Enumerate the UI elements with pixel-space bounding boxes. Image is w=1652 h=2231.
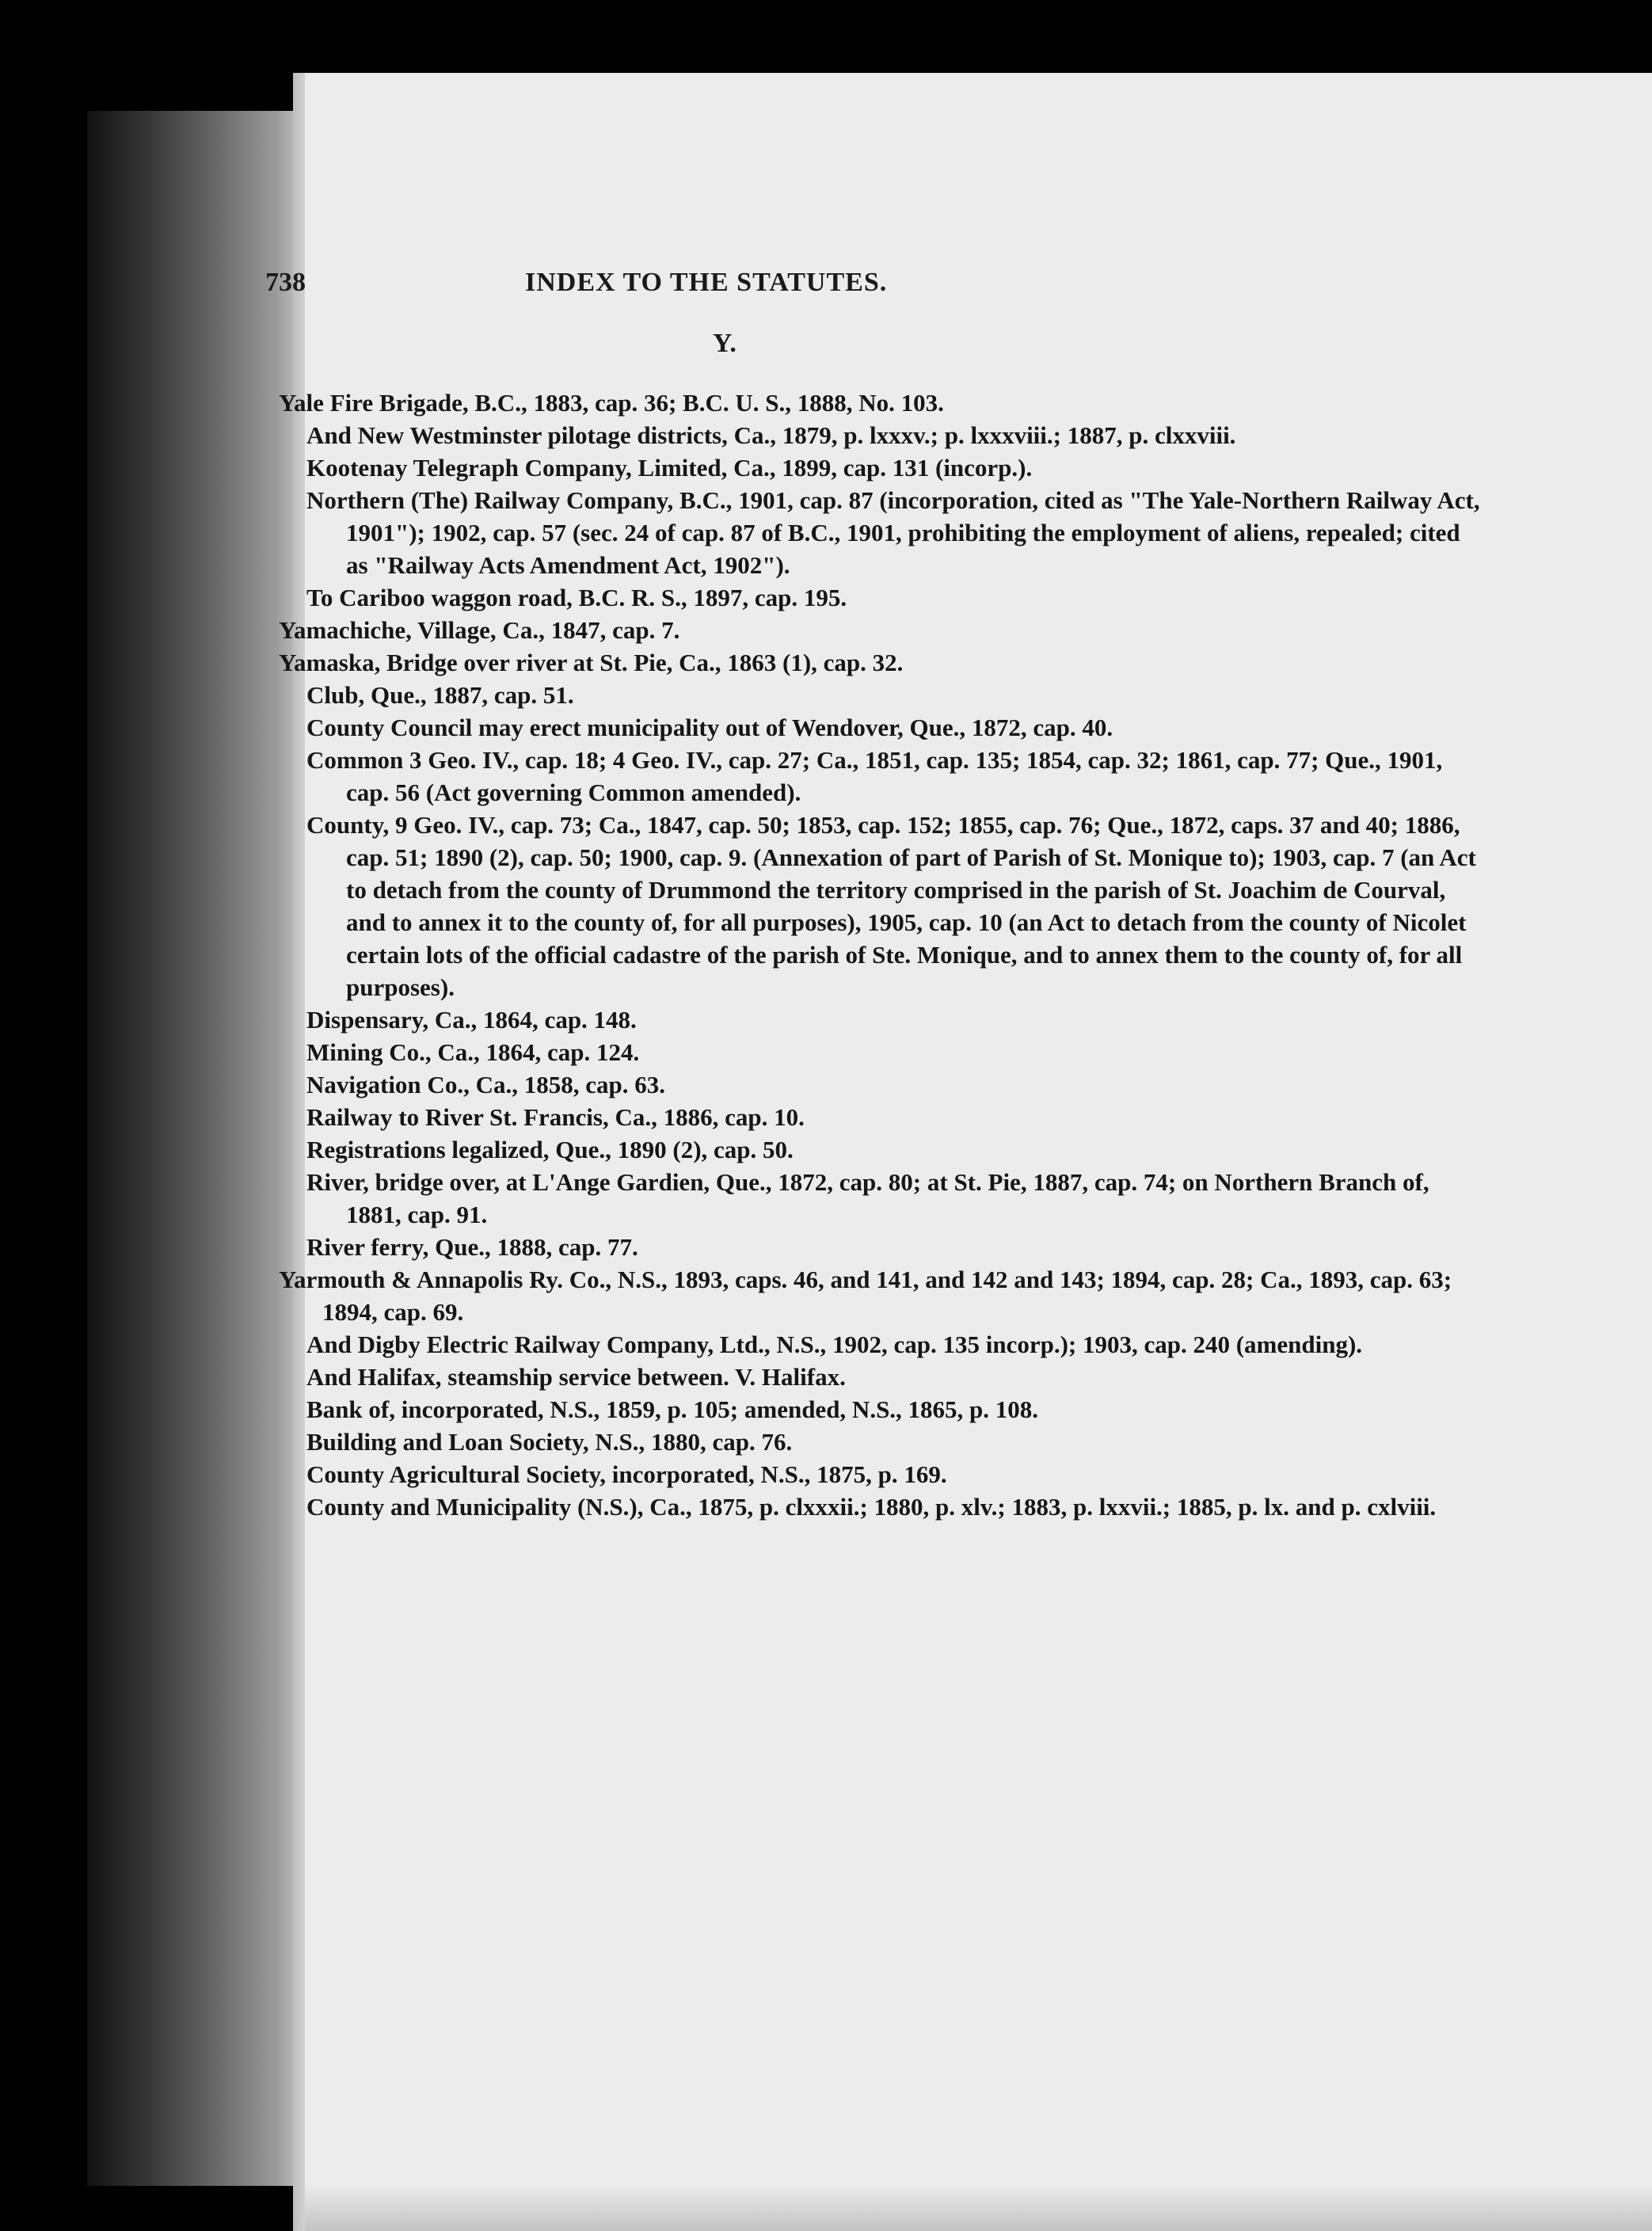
index-entry-sub <box>279 711 1483 744</box>
entry-text: Registrations legalized, Que., 1890 (2), cap. 50. <box>306 1136 794 1163</box>
index-entry-sub <box>279 744 1483 809</box>
section-letter: Y. <box>713 329 737 358</box>
entry-text: Railway to River St. Francis, Ca., 1886, cap. 10. <box>306 1103 805 1131</box>
entry-text: Dispensary, Ca., 1864, cap. 148. <box>306 1006 637 1034</box>
entry-text: & Annapolis Ry. Co., N.S., 1893, caps. 46, and 141, and 142 and 143; 1894, cap. 28; Ca., 1893, cap. 63; 1894, cap. 69. <box>322 1266 1452 1326</box>
entry-text: Common 3 Geo. IV., cap. 18; 4 Geo. IV., cap. 27; Ca., 1851, cap. 135; 1854, cap. 32; 1861, cap. 77; Que., 1901, cap. 56 (Act governing Common amended). <box>306 746 1443 806</box>
index-entry-sub <box>279 1036 1483 1068</box>
index-entry-main <box>279 386 1483 419</box>
entry-text: Building and Loan Society, N.S., 1880, cap. 76. <box>306 1428 793 1456</box>
index-entry-sub <box>279 1426 1483 1458</box>
entry-text: County Agricultural Society, incorporated, N.S., 1875, p. 169. <box>306 1460 947 1488</box>
page-bottom-shadow <box>305 2183 1652 2231</box>
index-entry-sub <box>279 419 1483 451</box>
entry-text: Fire Brigade, B.C., 1883, cap. 36; B.C. U. S., 1888, No. 103. <box>323 389 944 417</box>
running-title: INDEX TO THE STATUTES. <box>525 268 888 297</box>
entry-headword: Yale <box>279 389 324 417</box>
index-entry-main <box>279 1263 1483 1328</box>
index-entry-sub <box>279 1458 1483 1491</box>
entry-text: To Cariboo waggon road, B.C. R. S., 1897, cap. 195. <box>306 584 847 611</box>
entry-text: Mining Co., Ca., 1864, cap. 124. <box>306 1038 640 1066</box>
entry-text: Village, Ca., 1847, cap. 7. <box>411 616 680 644</box>
index-entry-sub <box>279 1361 1483 1393</box>
entry-headword: Yarmouth <box>279 1266 386 1293</box>
index-entry-sub <box>279 1068 1483 1101</box>
index-entry-main <box>279 614 1483 646</box>
entry-text: River, bridge over, at L'Ange Gardien, Que., 1872, cap. 80; at St. Pie, 1887, cap. 74; on Northern Branch of, 1881, cap. 91. <box>306 1168 1429 1228</box>
index-entry-main <box>279 646 1483 679</box>
index-entry-sub <box>279 1133 1483 1166</box>
index-entry-sub <box>279 484 1483 581</box>
entry-text: Kootenay Telegraph Company, Limited, Ca., 1899, cap. 131 (incorp.). <box>306 454 1033 482</box>
page-number: 738 <box>265 268 306 297</box>
entry-text: Bridge over river at St. Pie, Ca., 1863 (1), cap. 32. <box>380 649 904 676</box>
running-header <box>0 268 1652 307</box>
entry-headword: Yamaska, <box>279 649 381 676</box>
entry-text: County, 9 Geo. IV., cap. 73; Ca., 1847, cap. 50; 1853, cap. 152; 1855, cap. 76; Que., 1872, caps. 37 and 40; 1886, cap. 51; 1890 (2), cap. 50; 1900, cap. 9. (Annexation of part of Parish of St. Monique to); 1903, cap. 7 (an Act to detach from the county of Drummond the territory comprised in the parish of St. Joachim de Courval, and to annex it to the county of, for all purposes), 1905, cap. 10 (an Act to detach from the county of Nicolet certain lots of the official cadastre of the parish of Ste. Monique, and to annex them to the county of, for all purposes). <box>306 811 1476 1001</box>
entry-text: Northern (The) Railway Company, B.C., 1901, cap. 87 (incorporation, cited as "The Yale-Northern Railway Act, 1901"); 1902, cap. 57 (sec. 24 of cap. 87 of B.C., 1901, prohibiting the employment of aliens, repealed; cited as "Railway Acts Amendment Act, 1902"). <box>306 486 1480 579</box>
index-entry-sub <box>279 809 1483 1003</box>
index-entries <box>279 386 1483 1523</box>
entry-headword: Yamachiche, <box>279 616 412 644</box>
entry-text: County and Municipality (N.S.), Ca., 1875, p. clxxxii.; 1880, p. xlv.; 1883, p. lxxvii.; 1885, p. lx. and p. cxlviii. <box>306 1493 1437 1521</box>
entry-text: River ferry, Que., 1888, cap. 77. <box>306 1233 638 1261</box>
entry-text: Club, Que., 1887, cap. 51. <box>306 681 574 709</box>
book-spine-shadow <box>87 111 309 2186</box>
index-entry-sub <box>279 1003 1483 1036</box>
index-entry-sub <box>279 451 1483 484</box>
index-entry-sub <box>279 581 1483 614</box>
index-entry-sub <box>279 1231 1483 1263</box>
entry-text: Bank of, incorporated, N.S., 1859, p. 105; amended, N.S., 1865, p. 108. <box>306 1395 1039 1423</box>
index-entry-sub <box>279 1491 1483 1523</box>
entry-text: And Digby Electric Railway Company, Ltd., N.S., 1902, cap. 135 incorp.); 1903, cap. 240 (amending). <box>306 1331 1363 1358</box>
entry-text: And New Westminster pilotage districts, Ca., 1879, p. lxxxv.; p. lxxxviii.; 1887, p. clxxviii. <box>306 421 1236 449</box>
index-entry-sub <box>279 1101 1483 1133</box>
index-entry-sub <box>279 679 1483 711</box>
entry-text: County Council may erect municipality out of Wendover, Que., 1872, cap. 40. <box>306 714 1113 741</box>
index-entry-sub <box>279 1166 1483 1231</box>
index-entry-sub <box>279 1393 1483 1426</box>
index-entry-sub <box>279 1328 1483 1361</box>
entry-text: And Halifax, steamship service between. V. Halifax. <box>306 1363 846 1391</box>
entry-text: Navigation Co., Ca., 1858, cap. 63. <box>306 1071 665 1098</box>
